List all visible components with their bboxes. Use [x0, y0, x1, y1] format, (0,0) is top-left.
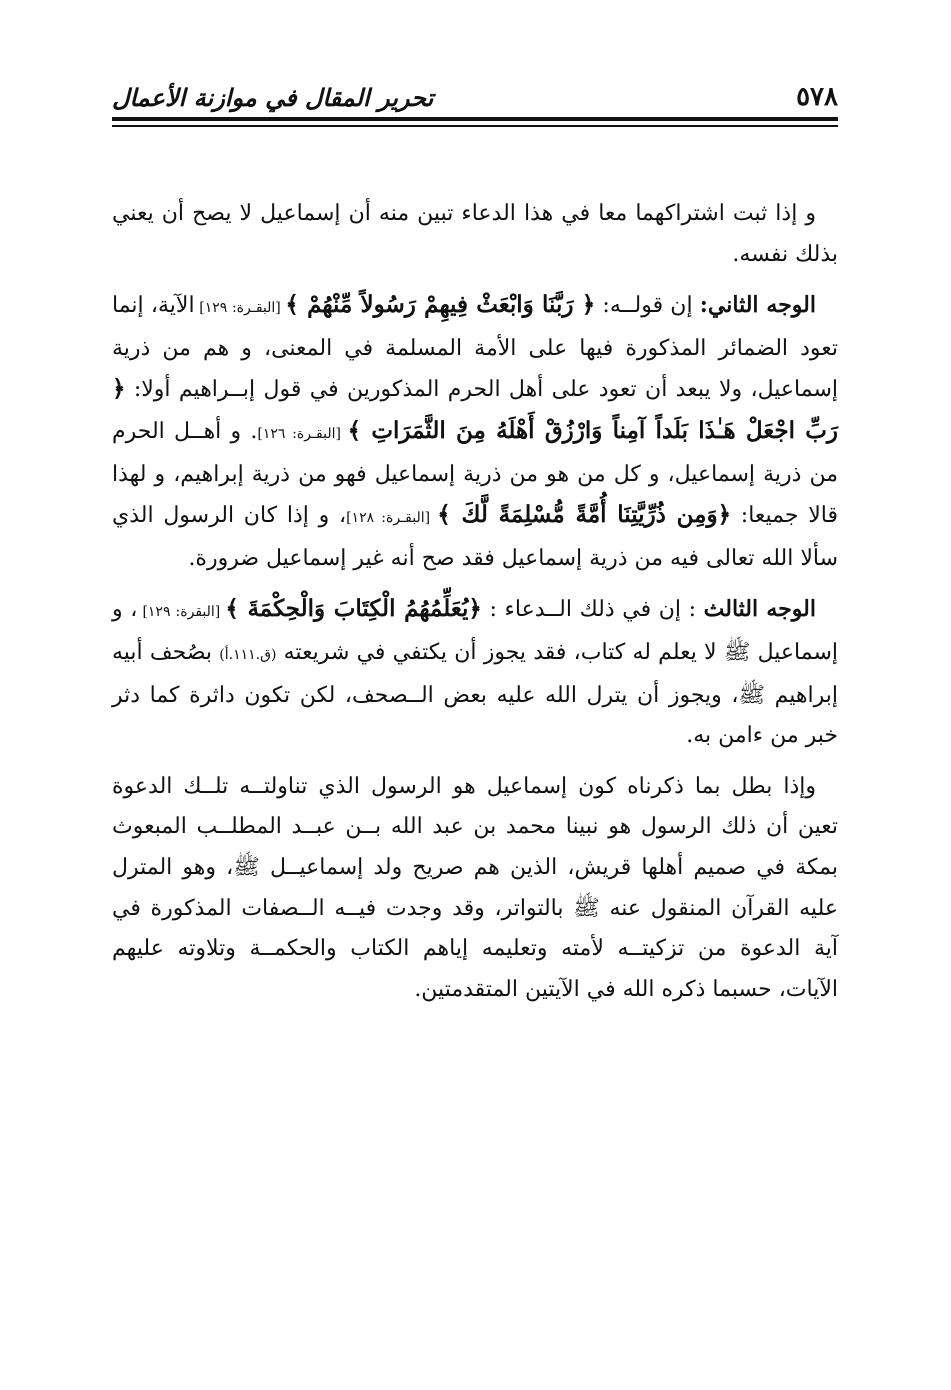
p3-text-2: ، و إسماعيل: [112, 597, 838, 665]
header-rule-thick: [112, 117, 838, 121]
p3-text-4: بصُحف أبيه إبراهيم: [112, 639, 838, 708]
verse-reference-4: [البقرة: ١٢٩]: [137, 604, 226, 621]
p3-text-1: : إن في ذلك الــدعاء :: [481, 597, 704, 623]
honorific-glyph-4: ﷺ: [573, 895, 600, 921]
header-rule-thin: [112, 125, 838, 127]
honorific-glyph-2: ﷺ: [738, 682, 766, 708]
p3-text-5: ، ويجوز أن يترل الله عليه بعض الــصحف، لكن تكون داثرة كما دثر خبر من ءامن به.: [112, 682, 838, 749]
p2-text-1: إن قولــه:: [595, 293, 700, 319]
verse-reference-3: [البقـرة: ١٢٨]: [346, 510, 438, 527]
quran-verse-4: ﴿يُعَلِّمُهُمُ الْكِتَابَ وَالْحِكْمَةَ ﴾: [225, 595, 482, 623]
p2-text-3: . و أهــل الحرم من ذرية إسماعيل، و كل من هو من ذرية إسماعيل فهو من ذرية إبراهيم، و لهذا قالا جميعا:: [112, 418, 838, 529]
p4-text-3: بالتواتر، وقد وجدت فيــه الــصفات المذكورة في آية الدعوة من تزكيتــه لأمته وتعليمه إياهم الكتاب والحكمــة وتلاوته عليهم الآيات، حسبما ذكره الله في الآيتين المتقدمتين.: [112, 895, 838, 1002]
p3-text-3: لا يعلم له كتاب، فقد يجوز أن يكتفي في شريعته: [276, 639, 724, 665]
quran-verse-1: ﴿ رَبَّنَا وَابْعَثْ فِيهِمْ رَسُولاً مِّنْهُمْ ﴾: [285, 291, 596, 319]
page-body: [112, 194, 838, 1010]
paragraph-4: [112, 767, 838, 1011]
paragraph-1: [112, 194, 838, 275]
book-title: تحرير المقال في موازنة الأعمال: [112, 83, 434, 112]
page-header: [112, 78, 838, 112]
honorific-glyph-1: ﷺ: [723, 639, 751, 665]
quran-verse-2: ﴿ رَبِّ اجْعَلْ هَـٰذَا بَلَداً آمِناً وَارْزُقْ أَهْلَهُ مِنَ الثَّمَرَاتِ ﴾: [112, 375, 839, 444]
page-number: ٥٧٨: [796, 82, 838, 112]
paragraph-2: [112, 285, 838, 579]
paragraph-3: [112, 589, 838, 756]
p4-text-2: ، وهو المترل عليه القرآن المنقول عنه: [112, 854, 838, 921]
honorific-glyph-3: ﷺ: [233, 854, 260, 880]
quran-verse-3: ﴿وَمِن ذُرِّيَّتِنَا أُمَّةً مُّسْلِمَةً لَّكَ ﴾: [437, 501, 732, 529]
p4-text-1: وإذا بطل بما ذكرناه كون إسماعيل هو الرسول الذي تناولتــه تلــك الدعوة تعين أن ذلك الرسول هو نبينا محمد بن عبد الله بــن عبــد المطلــب المبعوث بمكة في صميم أهلها قريش، الذين هم صريح ولد إسماعيــل: [112, 773, 838, 880]
verse-reference-2: [البقـرة: ١٢٦]: [257, 425, 348, 442]
p2-text-4: ، و إذا كان الرسول الذي سألا الله تعالى فيه من ذرية إسماعيل فقد صح أنه غير إسماعيل ضرورة.: [112, 503, 838, 571]
verse-reference-1: [البقـرة: ١٢٩]: [194, 300, 286, 317]
p2-text-2: الآية، إنما تعود الضمائر المذكورة فيها على الأمة المسلمة في المعنى، و هم من ذرية إسماعيل، ولا يبعد أن تعود على أهل الحرم المذكورين في قول إبــراهيم أولا:: [112, 293, 838, 403]
manuscript-folio-reference: (ق.١١١.أ): [219, 646, 277, 663]
second-aspect-label: الوجه الثاني:: [699, 292, 816, 319]
paragraph-1-text: و إذا ثبت اشتراكهما معا في هذا الدعاء تبين منه أن إسماعيل لا يصح أن يعني بذلك نفسه.: [112, 201, 838, 267]
third-aspect-label: الوجه الثالث: [703, 596, 816, 623]
